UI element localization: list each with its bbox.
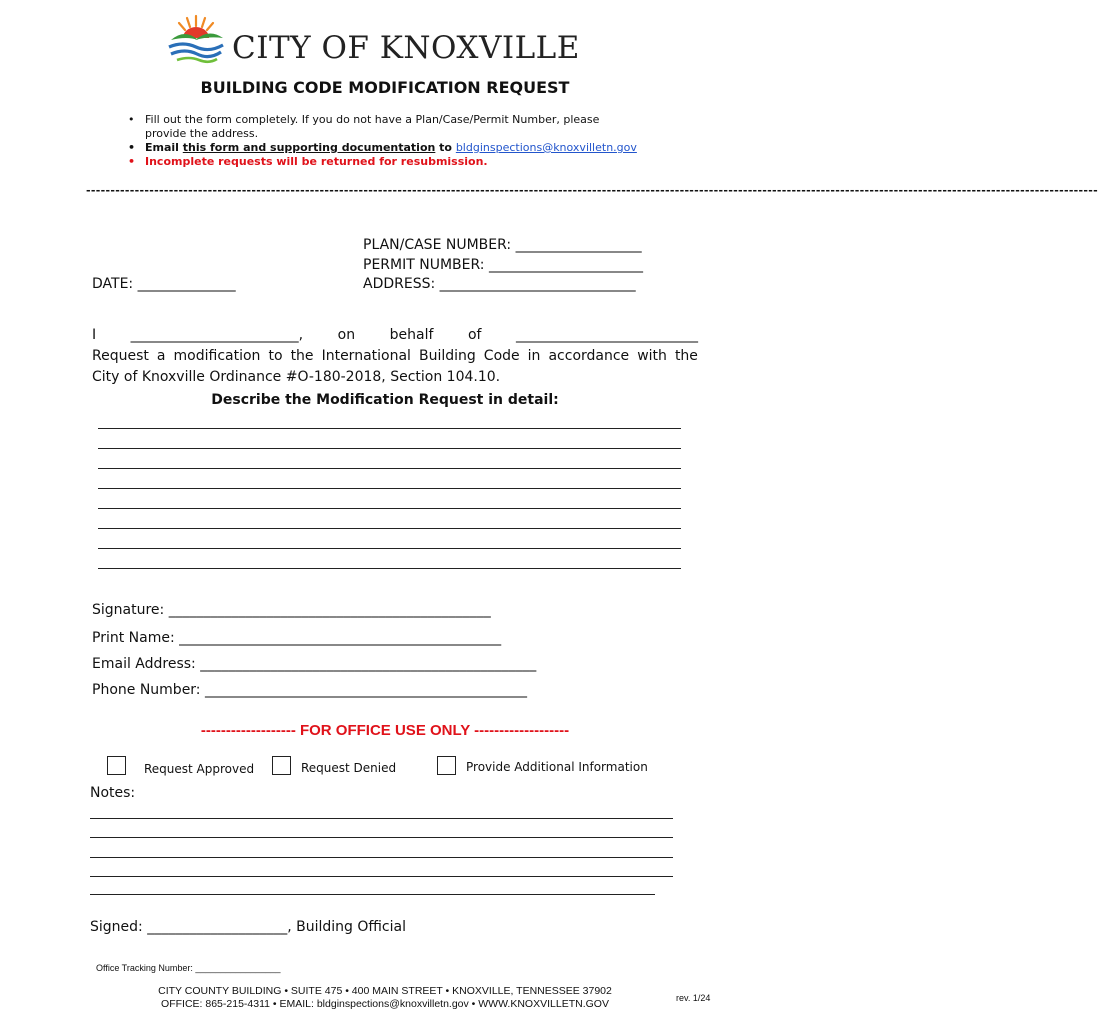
- statement-line-2-word: the: [674, 348, 698, 364]
- instruction-fill-out: • Fill out the form completely. If you do not have a Plan/Case/Permit Number, please provide the address.: [128, 113, 637, 141]
- address-field[interactable]: ADDRESS: ____________________________: [363, 276, 636, 292]
- writing-line[interactable]: [90, 857, 673, 858]
- signature-field[interactable]: Signature: ______________________________________________: [92, 602, 491, 618]
- signed-field[interactable]: Signed: ____________________, Building Official: [90, 919, 406, 935]
- statement-line-2-word: in: [527, 348, 541, 364]
- writing-line[interactable]: [98, 448, 681, 449]
- email-address-field[interactable]: Email Address: ________________________________________________: [92, 656, 537, 672]
- statement-line-1-word: on: [337, 327, 356, 343]
- footer-address: CITY COUNTY BUILDING • SUITE 475 • 400 MAIN STREET • KNOXVILLE, TENNESSEE 37902: [158, 985, 612, 997]
- writing-line[interactable]: [98, 468, 681, 469]
- email-link[interactable]: bldginspections@knoxvilletn.gov: [455, 141, 637, 154]
- print-name-field[interactable]: Print Name: ______________________________________________: [92, 630, 502, 646]
- statement-line-2-word: modification: [173, 348, 261, 364]
- writing-line[interactable]: [98, 508, 681, 509]
- statement-line-1-word: of: [467, 327, 482, 343]
- statement-line-2-word: a: [156, 348, 166, 364]
- writing-line[interactable]: [98, 568, 681, 569]
- writing-line[interactable]: [98, 548, 681, 549]
- approved-label: Request Approved: [144, 762, 255, 776]
- additional-info-checkbox[interactable]: [437, 756, 456, 775]
- writing-line[interactable]: [90, 876, 673, 877]
- instruction-incomplete: • Incomplete requests will be returned for resubmission.: [128, 155, 637, 169]
- statement-line-1-word: __________________________: [515, 327, 698, 343]
- writing-line[interactable]: [90, 837, 673, 838]
- statement-line-2: [92, 346, 698, 367]
- writing-line[interactable]: [98, 488, 681, 489]
- statement-line-1-word: I: [92, 327, 97, 343]
- form-title: BUILDING CODE MODIFICATION REQUEST: [200, 78, 570, 97]
- statement-line-2-word: the: [290, 348, 314, 364]
- statement-line-2-word: International: [321, 348, 411, 364]
- statement-line-2-word: accordance: [548, 348, 630, 364]
- writing-line[interactable]: [98, 528, 681, 529]
- permit-number-field[interactable]: PERMIT NUMBER: ______________________: [363, 257, 643, 273]
- footer-contact: OFFICE: 865-215-4311 • EMAIL: bldginspections@knoxvilletn.gov • WWW.KNOXVILLETN.GOV: [161, 998, 609, 1010]
- notes-label: Notes:: [90, 785, 136, 801]
- statement-line-2-word: Building: [418, 348, 476, 364]
- date-field[interactable]: DATE: ______________: [92, 276, 236, 292]
- statement-line-1-word: behalf: [389, 327, 434, 343]
- dashed-separator: ----------------------------------------------------------------------------------------------------------------------------------------------------------------------------------------------------------------: [86, 184, 1098, 197]
- statement-line-2-word: Request: [92, 348, 149, 364]
- additional-info-label: Provide Additional Information: [466, 760, 648, 774]
- statement-line-2-word: Code: [483, 348, 520, 364]
- denied-label: Request Denied: [301, 761, 397, 775]
- revision-label: rev. 1/24: [676, 993, 711, 1003]
- statement-line-2-word: with: [637, 348, 667, 364]
- sunrise-logo-icon: [165, 14, 227, 66]
- writing-line[interactable]: [90, 818, 673, 819]
- instruction-email: • Email this form and supporting documentation to bldginspections@knoxvilletn.gov: [128, 141, 637, 155]
- request-statement: [92, 325, 698, 388]
- statement-line-3: City of Knoxville Ordinance #O-180-2018, Section 104.10.: [92, 369, 501, 385]
- denied-checkbox[interactable]: [272, 756, 291, 775]
- phone-number-field[interactable]: Phone Number: ______________________________________________: [92, 682, 527, 698]
- statement-line-1[interactable]: [92, 325, 698, 346]
- instructions-list: [128, 113, 637, 169]
- approved-checkbox[interactable]: [107, 756, 126, 775]
- writing-line[interactable]: [90, 894, 655, 895]
- statement-line-2-word: to: [268, 348, 283, 364]
- describe-heading: Describe the Modification Request in detail:: [211, 392, 559, 408]
- plan-case-number-field[interactable]: PLAN/CASE NUMBER: __________________: [363, 237, 642, 253]
- office-tracking-number[interactable]: Office Tracking Number: _________________: [96, 963, 281, 973]
- writing-line[interactable]: [98, 428, 681, 429]
- statement-line-1-word: ________________________,: [130, 327, 304, 343]
- org-name: CITY OF KNOXVILLE: [232, 30, 580, 66]
- office-use-heading: ------------------- FOR OFFICE USE ONLY -------------------: [200, 722, 570, 739]
- city-logo: [165, 14, 227, 70]
